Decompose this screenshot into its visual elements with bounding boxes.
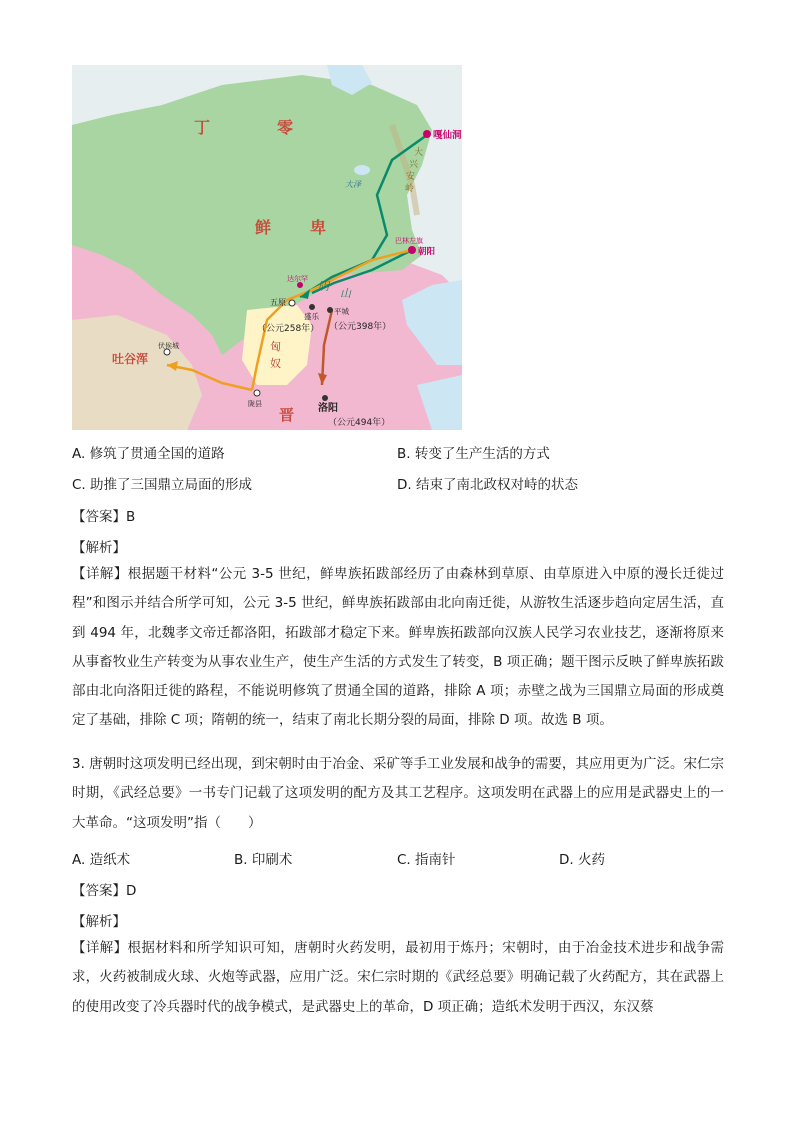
- q3-option-b[interactable]: B. 印刷术: [234, 852, 293, 868]
- label-yinshan-2: 山: [340, 287, 351, 300]
- label-dingling-2: 零: [277, 118, 294, 137]
- label-daxinganling-3: 安: [406, 172, 416, 182]
- q2-option-d[interactable]: D. 结束了南北政权对峙的状态: [397, 477, 578, 493]
- q3-option-d[interactable]: D. 火药: [559, 852, 605, 868]
- label-daze: 大泽: [345, 180, 361, 189]
- wuyuan-marker: [289, 300, 295, 306]
- q2-option-c[interactable]: C. 助推了三国鼎立局面的形成: [72, 477, 253, 493]
- label-jin: 晋: [279, 406, 295, 424]
- q3-option-a[interactable]: A. 造纸术: [72, 852, 131, 868]
- daze-lake: [354, 165, 370, 175]
- label-fusicheng: 伏俟城: [158, 342, 179, 350]
- q3-detail: 【详解】根据材料和所学知识可知，唐朝时火药发明，最初用于炼丹；宋朝时，由于冶金技术进步和战争需求，火药被制成火球、火炮等武器，应用广泛。宋仁宗时期的《武经总要》明确记载了火药配方，其在武器上的使用改变了冷兵器时代的战争模式，是武器史上的革命，D 项正确；造纸术发明于西汉，东汉蔡: [72, 940, 724, 1015]
- label-daxinganling-1: 大: [414, 148, 424, 158]
- label-daxinganling-4: 岭: [405, 184, 415, 194]
- label-balinzuoqi: 巴林左旗: [395, 237, 423, 245]
- longxian-marker: [254, 390, 260, 396]
- label-xiongnu-1: 匈: [270, 340, 281, 353]
- label-year258: （公元258年）: [257, 324, 320, 334]
- q3-stem: 3. 唐朝时这项发明已经出现，到宋朝时由于冶金、采矿等手工业发展和战争的需要，其应用更为广泛。宋仁宗时期，《武经总要》一书专门记载了这项发明的配方及其工艺程序。这项发明在武器上的应用是武器史上的一大革命。“这项发明”指（ ）: [72, 756, 724, 831]
- label-longxian: 陇县: [248, 400, 262, 408]
- label-luoyang: 洛阳: [318, 403, 338, 414]
- gaxiandong-marker: [423, 130, 431, 138]
- label-year398: （公元398年）: [329, 322, 392, 332]
- label-yinshan-1: 阴: [318, 280, 329, 293]
- label-year494: （公元494年）: [328, 418, 391, 428]
- q2-analysis-label: 【解析】: [72, 540, 126, 556]
- label-wuyuan: 五原: [270, 298, 286, 307]
- label-pingcheng: 平城: [334, 307, 349, 316]
- q3-option-c[interactable]: C. 指南针: [397, 852, 456, 868]
- label-chaoyang: 朝阳: [418, 247, 436, 257]
- q2-answer: 【答案】B: [72, 509, 136, 525]
- q3-answer: 【答案】D: [72, 883, 137, 899]
- label-daxinganling-2: 兴: [409, 160, 419, 170]
- label-dingling-1: 丁: [194, 118, 211, 137]
- q2-option-a[interactable]: A. 修筑了贯通全国的道路: [72, 446, 225, 462]
- label-xiongnu-2: 奴: [270, 357, 281, 370]
- label-xianbei-1: 鲜: [255, 218, 272, 237]
- pingcheng-marker: [327, 307, 333, 313]
- q2-detail: 【详解】根据题干材料“公元 3-5 世纪，鲜卑族拓跋部经历了由森林到草原、由草原进入中原的漫长迁徙过程”和图示并结合所学可知，公元 3-5 世纪，鲜卑族拓跋部由北向南迁徙，从游牧生活逐步趋向定居生活，直到 494 年，北魏孝文帝迁都洛阳，拓跋部才稳定下来。鲜卑族拓跋部向汉族人民学习农业技艺，逐渐将原来从事畜牧业生产转变为从事农业生产，使生产生活的方式发生了转变，B 项正确；题干图示反映了鲜卑族拓跋部由北向洛阳迁徙的路程，不能说明修筑了贯通全国的道路，排除 A 项；赤壁之战为三国鼎立局面的形成奠定了基础，排除 C 项；隋朝的统一，结束了南北长期分裂的局面，排除 D 项。故选 B 项。: [72, 566, 724, 729]
- shengle-marker: [309, 304, 315, 310]
- label-tuyuhun: 吐谷浑: [112, 352, 149, 366]
- migration-map: [72, 65, 462, 430]
- q2-option-b[interactable]: B. 转变了生产生活的方式: [397, 446, 550, 462]
- label-daerhan: 达尔罕: [287, 275, 308, 283]
- chaoyang-marker: [408, 246, 416, 254]
- map-svg: [72, 65, 462, 430]
- label-shengle: 盛乐: [304, 312, 319, 321]
- label-xianbei-2: 卑: [310, 218, 327, 237]
- luoyang-marker: [322, 395, 328, 401]
- label-gaxiandong: 嘎仙洞: [433, 130, 462, 141]
- q3-analysis-label: 【解析】: [72, 914, 126, 930]
